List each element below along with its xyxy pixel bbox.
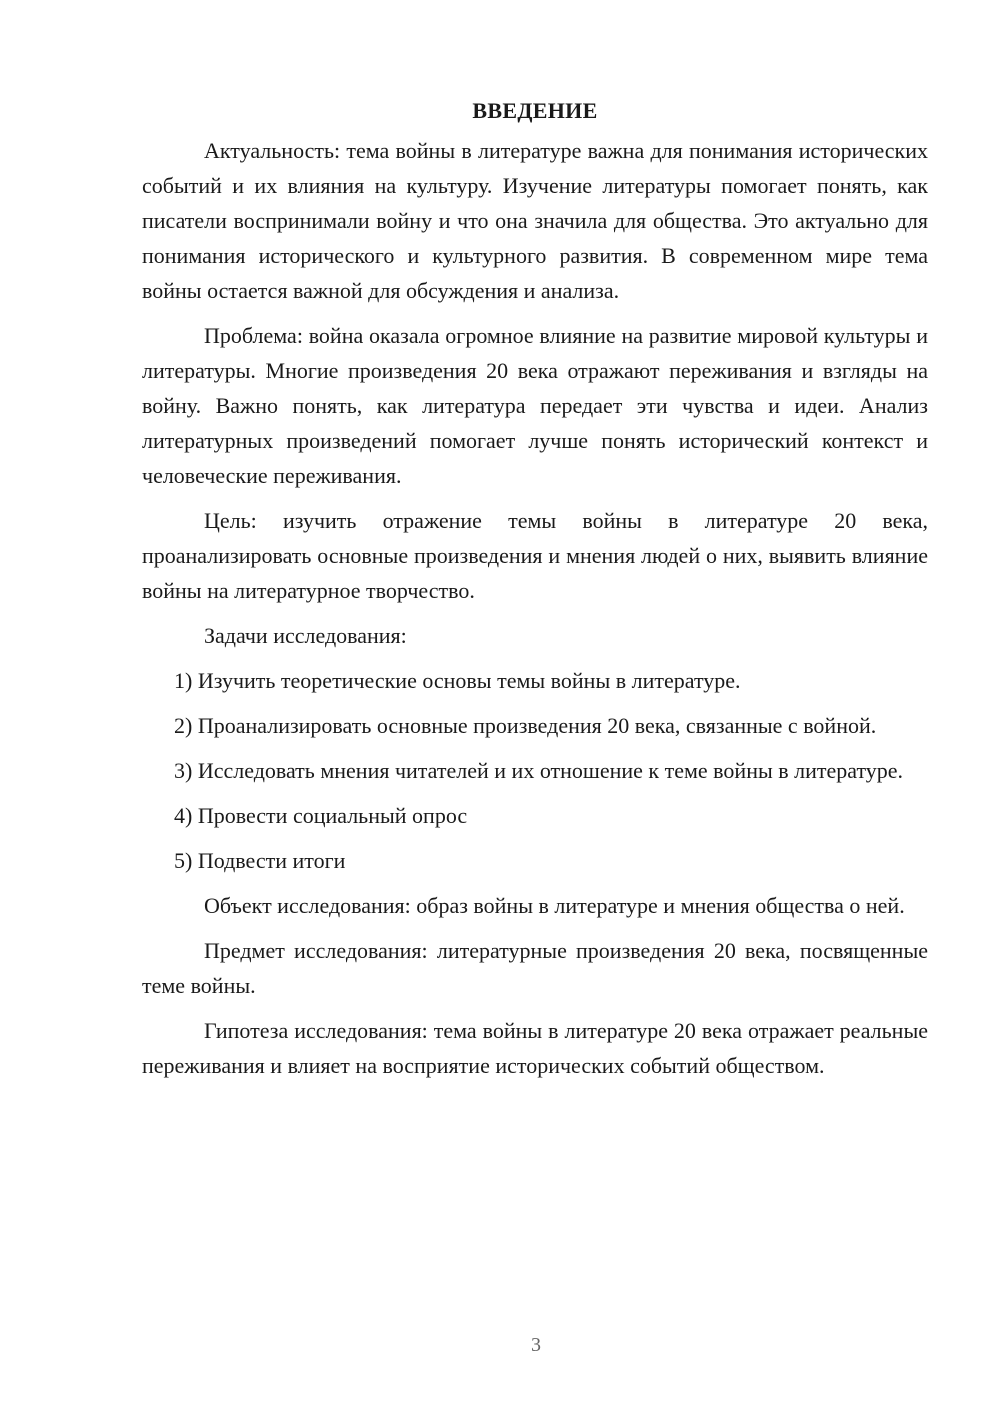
task-item-4: 4) Провести социальный опрос bbox=[174, 803, 468, 828]
hypothesis-paragraph: Гипотеза исследования: тема войны в литературе 20 века отражает реальные переживания и влияет на восприятие исторических событий обществом. bbox=[142, 1018, 928, 1078]
page-title: ВВЕДЕНИЕ bbox=[472, 98, 598, 123]
relevance-paragraph: Актуальность: тема войны в литературе важна для понимания исторических событий и их влияния на культуру. Изучение литературы помогает понять, как писатели воспринимали войну и что она значила для общества. Это актуально для понимания исторического и культурного развития. В современном мире тема войны остается важной для обсуждения и анализа. bbox=[142, 138, 928, 303]
task-item-3: 3) Исследовать мнения читателей и их отношение к теме войны в литературе. bbox=[174, 758, 904, 783]
task-item-5: 5) Подвести итоги bbox=[174, 848, 346, 873]
goal-paragraph: Цель: изучить отражение темы войны в литературе 20 века, проанализировать основные произведения и мнения людей о них, выявить влияние войны на литературное творчество. bbox=[142, 508, 928, 603]
task-item-1: 1) Изучить теоретические основы темы войны в литературе. bbox=[174, 668, 741, 693]
object-paragraph: Объект исследования: образ войны в литературе и мнения общества о ней. bbox=[204, 893, 905, 918]
document-page bbox=[142, 96, 928, 1083]
page-number: 3 bbox=[531, 1334, 541, 1356]
subject-paragraph: Предмет исследования: литературные произведения 20 века, посвященные теме войны. bbox=[142, 938, 928, 998]
tasks-heading: Задачи исследования: bbox=[204, 623, 407, 648]
task-item-2: 2) Проанализировать основные произведения 20 века, связанные с войной. bbox=[174, 713, 877, 738]
problem-paragraph: Проблема: война оказала огромное влияние на развитие мировой культуры и литературы. Многие произведения 20 века отражают переживания и взгляды на войну. Важно понять, как литература передает эти чувства и идеи. Анализ литературных произведений помогает лучше понять исторический контекст и человеческие переживания. bbox=[142, 323, 928, 488]
